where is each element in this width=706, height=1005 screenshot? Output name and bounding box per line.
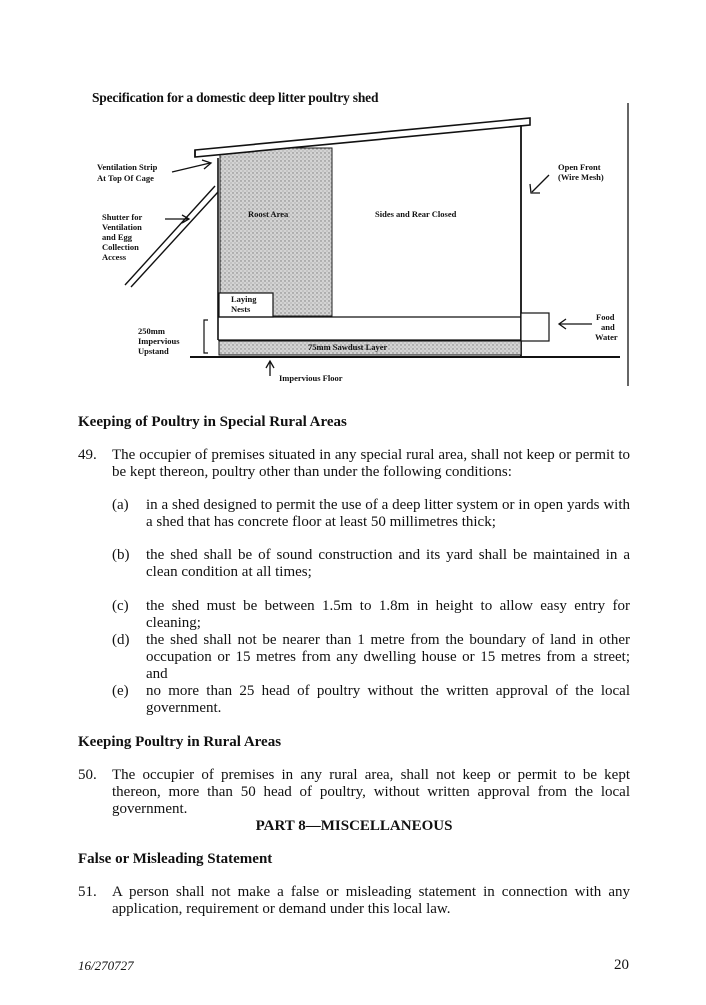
item-d-label: (d) xyxy=(112,632,130,648)
item-a-text: in a shed designed to permit the use of a deep litter system or in open yards with a shed that has concrete floor at least 50 millimetres thick; xyxy=(146,497,630,530)
item-c-label: (c) xyxy=(112,598,129,614)
label-shutter-4: Collection xyxy=(102,242,139,252)
label-food-1: Food xyxy=(596,312,615,322)
part-8-heading: PART 8—MISCELLANEOUS xyxy=(255,818,453,834)
item-d-text: the shed shall not be nearer than 1 metre from the boundary of land in other occupation or 15 metres from any dwelling house or 15 metres from a street; and xyxy=(146,632,630,682)
label-floor: Impervious Floor xyxy=(279,373,343,383)
label-shutter-2: Ventilation xyxy=(102,222,142,232)
roof xyxy=(195,118,530,157)
label-laying-2: Nests xyxy=(231,304,251,314)
label-food-3: Water xyxy=(595,332,618,342)
clause-51-text: A person shall not make a false or misleading statement in connection with any application, requirement or demand under this local law. xyxy=(112,884,630,917)
label-ventilation-2: At Top Of Cage xyxy=(97,173,154,183)
clause-50-text: The occupier of premises in any rural area, shall not keep or permit to be kept thereon, more than 50 head of poultry, without written approval from the local government. xyxy=(112,767,630,817)
label-shutter-3: and Egg xyxy=(102,232,132,242)
item-e-text: no more than 25 head of poultry without the written approval of the local government. xyxy=(146,683,630,716)
food-water-box xyxy=(521,313,549,341)
item-b-text: the shed shall be of sound construction and its yard shall be maintained in a clean condition at all times; xyxy=(146,547,630,580)
label-upstand-2: Impervious xyxy=(138,336,180,346)
label-roost-area: Roost Area xyxy=(248,209,289,219)
label-food-2: and xyxy=(601,322,615,332)
label-shutter-1: Shutter for xyxy=(102,212,143,222)
document-reference: 16/270727 xyxy=(78,958,134,973)
label-ventilation-1: Ventilation Strip xyxy=(97,162,158,172)
item-a-label: (a) xyxy=(112,497,129,513)
clause-51-number: 51. xyxy=(78,884,97,900)
figure-title: Specification for a domestic deep litter poultry shed xyxy=(92,90,379,105)
heading-false-statement: False or Misleading Statement xyxy=(78,851,273,867)
poultry-shed-diagram xyxy=(0,0,706,400)
clause-49-number: 49. xyxy=(78,447,97,463)
clause-49-text: The occupier of premises situated in any special rural area, shall not keep or permit to be kept thereon, poultry other than under the following conditions: xyxy=(112,447,630,480)
heading-rural: Keeping Poultry in Rural Areas xyxy=(78,734,282,750)
label-upstand-3: Upstand xyxy=(138,346,169,356)
item-c-text: the shed must be between 1.5m to 1.8m in height to allow easy entry for cleaning; xyxy=(146,598,630,631)
label-upstand-1: 250mm xyxy=(138,326,165,336)
clause-50-number: 50. xyxy=(78,767,97,783)
shutter-flap xyxy=(125,186,215,285)
label-laying-1: Laying xyxy=(231,294,257,304)
label-sides-rear: Sides and Rear Closed xyxy=(375,209,457,219)
page-number: 20 xyxy=(614,957,629,973)
label-open-front-1: Open Front xyxy=(558,162,601,172)
roost-area-fill xyxy=(220,148,332,316)
heading-special-rural: Keeping of Poultry in Special Rural Areas xyxy=(78,414,347,430)
label-sawdust: 75mm Sawdust Layer xyxy=(308,342,388,352)
label-open-front-2: (Wire Mesh) xyxy=(558,172,604,182)
label-shutter-5: Access xyxy=(102,252,127,262)
upstand-bracket xyxy=(204,320,208,353)
item-b-label: (b) xyxy=(112,547,130,563)
item-e-label: (e) xyxy=(112,683,129,699)
